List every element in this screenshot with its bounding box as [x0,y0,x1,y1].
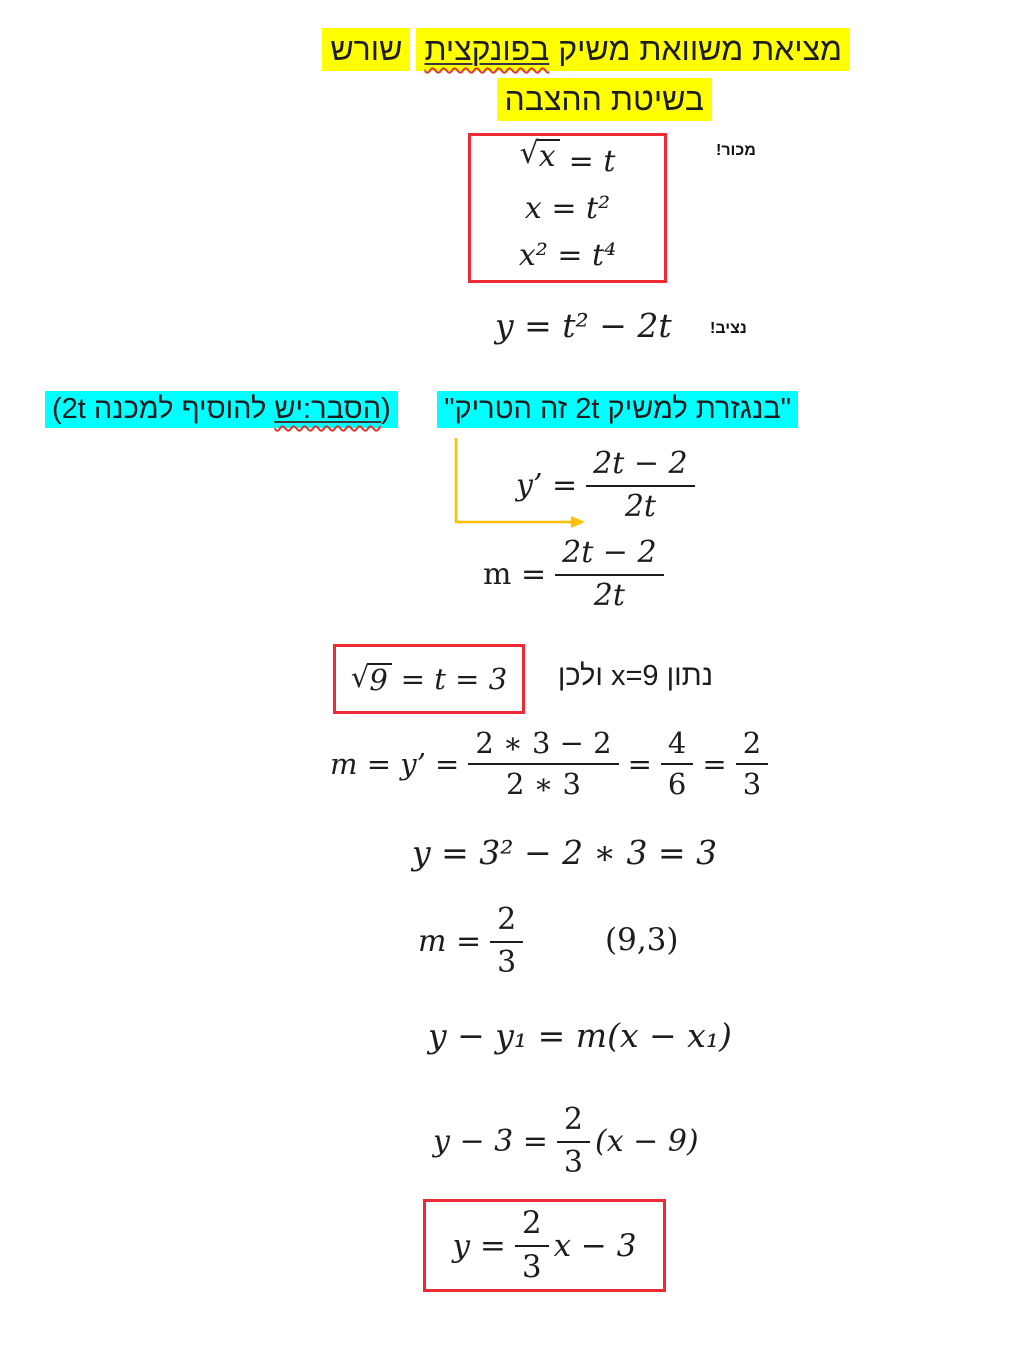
answer-denominator: 3 [521,1248,542,1285]
slope-value-lhs: m = y’ = [330,747,460,782]
slope-final-lhs: m = [418,924,482,959]
fraction-4-6 [661,727,693,802]
given-statement: נתון x=9 ולכן [557,660,713,692]
sqrt9-rhs: = t = 3 [400,662,508,696]
equals-sign: = [627,747,652,782]
slope-value-fraction [468,727,618,802]
slope-final-denominator: 3 [497,944,517,980]
slope-value-denominator: 2 ∗ 3 [505,767,582,802]
equals-sign: = [702,747,727,782]
answer-box [423,1199,666,1292]
derivative-numerator: 2t − 2 [586,447,694,487]
title-spellcheck-underline [424,31,549,67]
sqrt9-box [333,644,525,714]
slope-value-numerator: 2 ∗ 3 − 2 [468,727,618,765]
equation-line-substituted [433,1103,699,1180]
slope-final-numerator: 2 [490,903,523,943]
answer-rhs: x − 3 [553,1227,637,1264]
line-sub-rhs: (x − 9) [595,1124,699,1159]
answer-lhs: y = [452,1227,506,1264]
note-trick [437,391,798,428]
fraction-2-3-denominator: 3 [742,767,762,802]
equation-slope-general [483,536,673,613]
note-explanation [45,391,398,428]
line-sub-fraction [557,1103,590,1180]
equation-line-general: y − y₁ = m(x − x₁) [428,1016,732,1055]
explanation-spellcheck-underline [274,393,381,425]
label-remember: מכור! [716,142,756,159]
title-highlight-tail: שורש [322,28,410,71]
substitution-box [468,133,667,283]
slope-numerator: 2t − 2 [555,536,663,576]
answer-fraction [515,1206,549,1285]
radical-sign: √ [519,135,539,171]
note-explanation-highlight [45,391,398,428]
equation-slope-value [330,727,777,802]
answer-numerator: 2 [515,1206,549,1247]
equation-y-value: y = 3² − 2 ∗ 3 = 3 [412,833,718,872]
title-highlight-line2: בשיטת ההצבה [497,78,712,121]
derivative-fraction [586,447,694,524]
page-title-line2 [497,78,712,121]
fraction-4-6-denominator: 6 [667,767,687,802]
equation-x-equals-t2: x = t² [524,190,611,226]
equation-sqrt-x-equals-t [519,135,616,184]
radical-argument: x [537,139,560,172]
line-sub-lhs: y − 3 = [433,1124,548,1159]
page-title-line1 [322,28,850,71]
title-highlight-main [416,28,850,71]
equation-derivative [516,447,704,524]
radical [519,135,560,174]
note-trick-highlight: "בנגזרת למשיק 2t זה הטריק" [437,391,798,428]
label-substitute: נציב! [710,320,747,337]
slope-final-fraction [490,903,523,980]
fraction-2-3 [736,727,768,802]
title-text-main: מציאת משוואת משיק [549,31,842,67]
explanation-open-paren: ( [381,393,391,425]
line-sub-denominator: 3 [563,1144,584,1180]
equation-slope-final [418,903,532,980]
radical-argument: 9 [367,663,391,695]
slope-denominator: 2t [593,577,625,613]
title-underlined-word: בפונקצית [424,31,550,67]
tangent-point: (9,3) [605,922,679,958]
equation-x2-equals-t4: x² = t⁴ [518,237,617,273]
equation-y-of-t: y = t² − 2t [495,306,672,345]
derivative-denominator: 2t [624,488,656,524]
slope-lhs: m = [483,557,547,592]
slope-fraction [555,536,663,613]
radical-equation-rhs: = t [568,143,616,179]
line-sub-numerator: 2 [557,1103,590,1143]
fraction-2-3-numerator: 2 [736,727,768,765]
explanation-underlined-words: הסבר:יש [274,393,382,425]
derivative-lhs: y’ = [516,468,578,503]
radical [350,660,392,697]
fraction-4-6-numerator: 4 [661,727,693,765]
radical-sign: √ [350,660,370,694]
explanation-rest: להוסיף למכנה 2t) [52,393,275,425]
